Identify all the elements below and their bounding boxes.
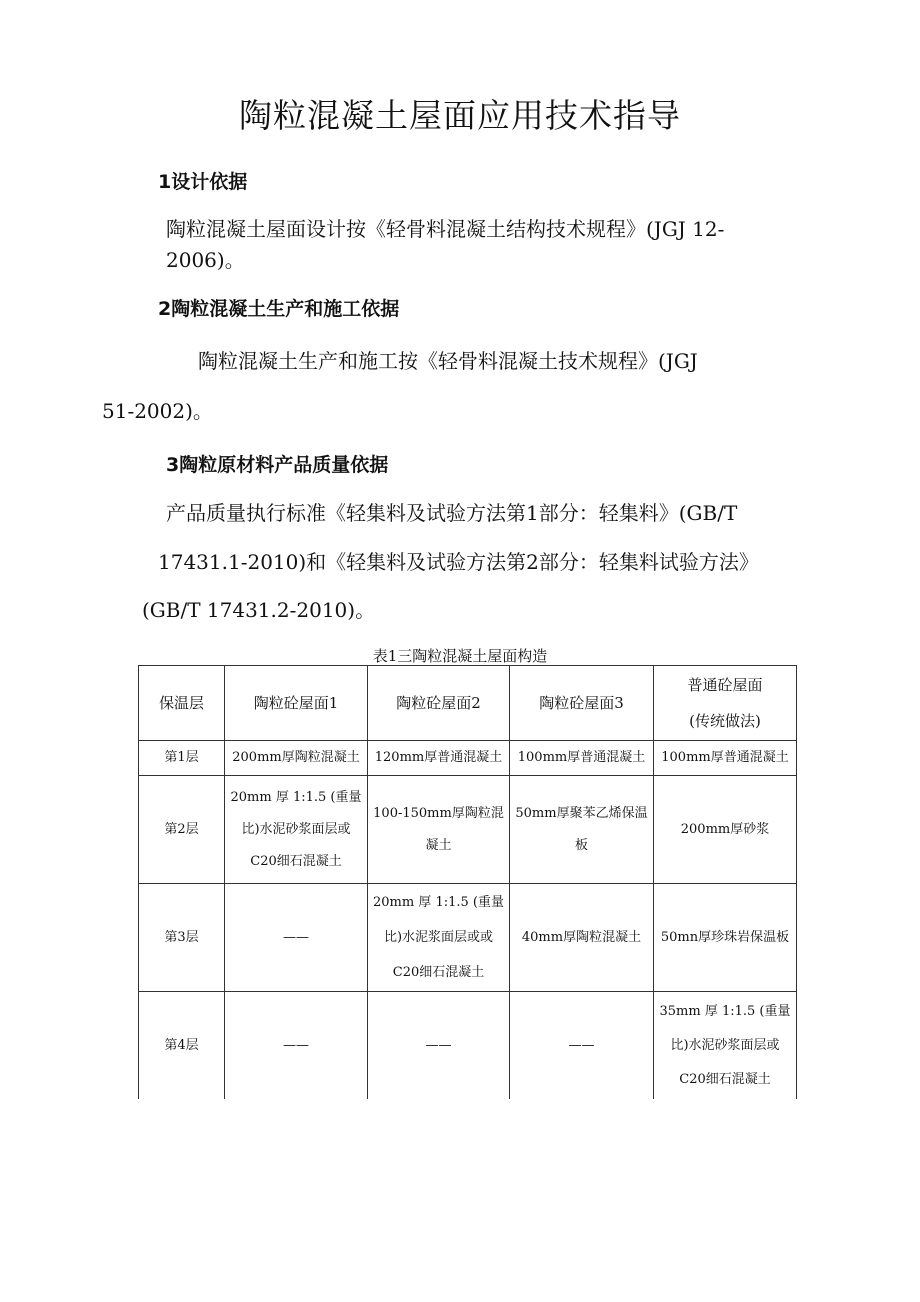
table-cell: 50mm厚聚苯乙烯保温板 <box>510 776 654 884</box>
table-cell: 100mm厚普通混凝土 <box>654 741 797 776</box>
table-cell: 100mm厚普通混凝土 <box>510 741 654 776</box>
header-cell: 陶粒砼屋面1 <box>225 666 368 741</box>
section-2-heading: 2陶粒混凝土生产和施工依据 <box>158 298 400 320</box>
table-header-row <box>139 666 797 741</box>
table-cell: 40mm厚陶粒混凝土 <box>510 884 654 992</box>
table-cell: 50mn厚珍珠岩保温板 <box>654 884 797 992</box>
table-cell: 120mm厚普通混凝土 <box>368 741 510 776</box>
section-3-text-line-3: (GB/T 17431.2-2010)。 <box>142 598 376 622</box>
header-cell <box>654 666 797 741</box>
section-1-heading: 1设计依据 <box>158 171 248 193</box>
section-1-text-line-1: 陶粒混凝土屋面设计按《轻骨料混凝土结构技术规程》(JGJ 12- <box>166 217 725 241</box>
section-2-text-line-2: 51-2002)。 <box>102 399 213 423</box>
header-cell: 保温层 <box>139 666 225 741</box>
table-cell: 20mm 厚 1:1.5 (重量比)水泥砂浆面层或C20细石混凝土 <box>225 776 368 884</box>
section-3-heading: 3陶粒原材料产品质量依据 <box>166 454 389 476</box>
document-title: 陶粒混凝土屋面应用技术指导 <box>239 96 681 135</box>
section-3-text-line-1: 产品质量执行标准《轻集料及试验方法第1部分：轻集料》(GB/T <box>166 501 738 525</box>
table-row <box>139 992 797 1100</box>
table-cell: —— <box>510 992 654 1100</box>
table-cell: 200mm厚砂浆 <box>654 776 797 884</box>
table-caption: 表1三陶粒混凝土屋面构造 <box>372 647 548 665</box>
header-cell: 陶粒砼屋面2 <box>368 666 510 741</box>
table-cell: 20mm 厚 1:1.5 (重量比)水泥浆面层或或C20细石混凝土 <box>368 884 510 992</box>
section-3-text-line-2: 17431.1-2010)和《轻集料及试验方法第2部分：轻集料试验方法》 <box>158 550 759 574</box>
header-cell: 陶粒砼屋面3 <box>510 666 654 741</box>
table-row <box>139 741 797 776</box>
roof-structure-table <box>138 665 797 1099</box>
table-cell: —— <box>225 992 368 1100</box>
table-cell: 第3层 <box>139 884 225 992</box>
table-row <box>139 776 797 884</box>
table-row <box>139 884 797 992</box>
table-cell: 35mm 厚 1:1.5 (重量比)水泥砂浆面层或C20细石混凝土 <box>654 992 797 1100</box>
header-line-2: (传统做法) <box>689 712 761 730</box>
table-cell: 第1层 <box>139 741 225 776</box>
table-cell: —— <box>225 884 368 992</box>
table-cell: 第4层 <box>139 992 225 1100</box>
header-line-1: 普通砼屋面 <box>687 676 763 694</box>
table-cell: —— <box>368 992 510 1100</box>
table-cell: 100-150mm厚陶粒混凝土 <box>368 776 510 884</box>
table-cell: 200mm厚陶粒混凝土 <box>225 741 368 776</box>
section-1-text-line-2: 2006)。 <box>166 248 245 272</box>
section-2-text-line-1: 陶粒混凝土生产和施工按《轻骨料混凝土技术规程》(JGJ <box>198 349 698 373</box>
table-cell: 第2层 <box>139 776 225 884</box>
